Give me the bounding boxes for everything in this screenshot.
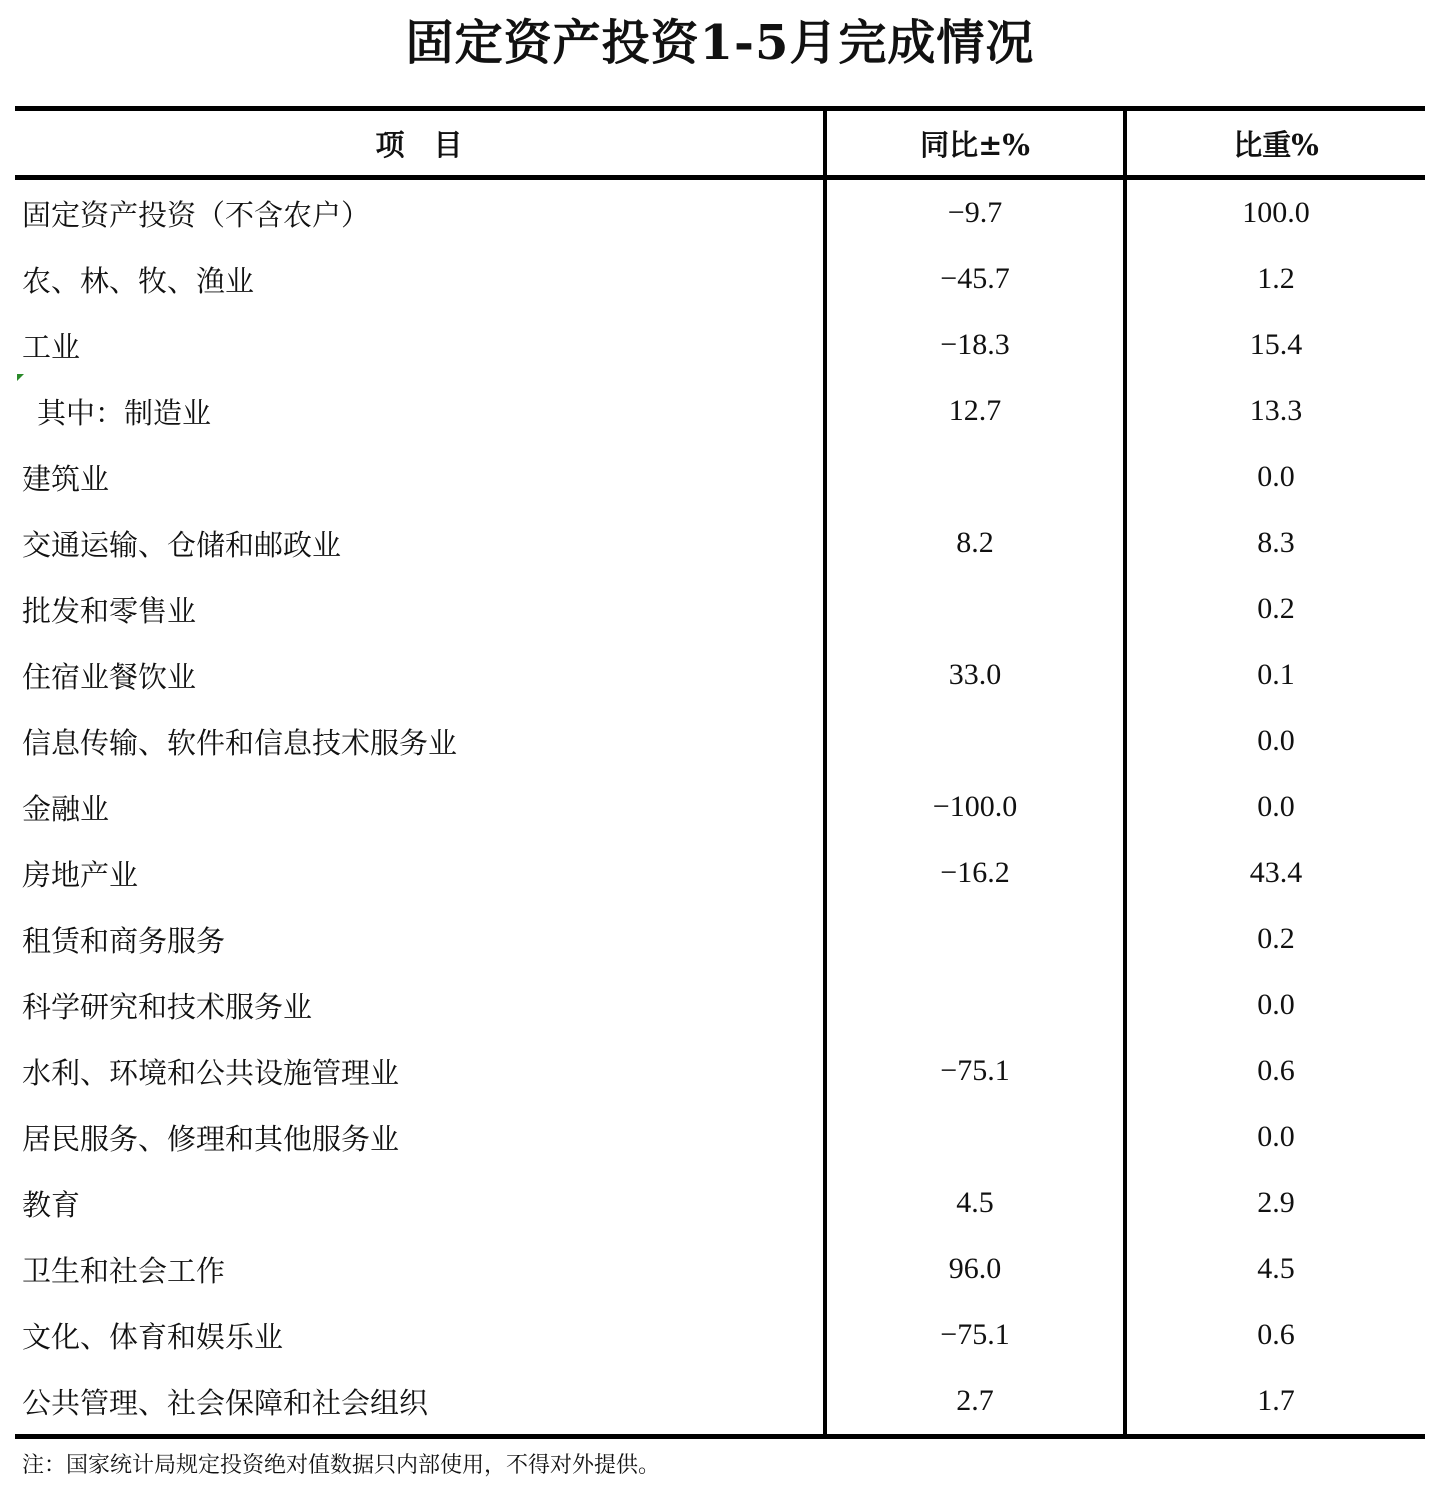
table-row	[15, 972, 1425, 1038]
table-row	[15, 1038, 1425, 1104]
row-item: 租赁和商务服务	[22, 923, 226, 958]
row-yoy: 4.5	[825, 1170, 1125, 1236]
row-yoy: 8.2	[825, 510, 1125, 576]
table-row	[15, 444, 1425, 510]
row-yoy: −75.1	[825, 1038, 1125, 1104]
table-body	[15, 178, 1425, 1437]
row-share: 1.7	[1125, 1368, 1425, 1437]
row-item: 公共管理、社会保障和社会组织	[15, 1368, 825, 1437]
row-yoy	[825, 444, 1125, 510]
page-title: 固定资产投资1-5月完成情况	[405, 15, 1035, 71]
row-share: 0.2	[1125, 906, 1425, 972]
header-share: 比重%	[1125, 109, 1425, 178]
row-yoy: 33.0	[825, 642, 1125, 708]
header-yoy: 同比±%	[825, 109, 1125, 178]
table-row	[15, 510, 1425, 576]
investment-table	[15, 106, 1425, 1439]
row-share: 4.5	[1125, 1236, 1425, 1302]
row-yoy	[825, 576, 1125, 642]
row-yoy: 96.0	[825, 1236, 1125, 1302]
row-share: 1.2	[1125, 246, 1425, 312]
header-row	[15, 109, 1425, 178]
row-item: 卫生和社会工作	[22, 1253, 226, 1288]
row-item: 批发和零售业	[22, 593, 197, 628]
table-row	[15, 840, 1425, 906]
row-item: 建筑业	[22, 461, 110, 496]
row-share: 0.6	[1125, 1038, 1425, 1104]
row-item: 农、林、牧、渔业	[22, 263, 255, 298]
row-share: 15.4	[1125, 312, 1425, 378]
table-row	[15, 312, 1425, 378]
table-row	[15, 378, 1425, 444]
row-yoy: 12.7	[825, 378, 1125, 444]
footnote: 注：国家统计局规定投资绝对值数据只内部使用，不得对外提供。	[22, 1453, 661, 1478]
table-row	[15, 708, 1425, 774]
row-item: 交通运输、仓储和邮政业	[22, 527, 342, 562]
row-yoy: 2.7	[825, 1368, 1125, 1437]
row-item: 信息传输、软件和信息技术服务业	[22, 725, 458, 760]
row-share: 0.2	[1125, 576, 1425, 642]
row-item: 其中：制造业	[37, 395, 212, 430]
row-yoy: −16.2	[825, 840, 1125, 906]
row-share: 0.0	[1125, 774, 1425, 840]
table-row	[15, 906, 1425, 972]
row-item: 住宿业餐饮业	[22, 659, 197, 694]
row-share: 13.3	[1125, 378, 1425, 444]
table-row	[15, 1302, 1425, 1368]
row-share: 8.3	[1125, 510, 1425, 576]
row-yoy	[825, 906, 1125, 972]
row-share: 43.4	[1125, 840, 1425, 906]
row-share: 2.9	[1125, 1170, 1425, 1236]
table-row	[15, 1170, 1425, 1236]
row-share: 0.0	[1125, 708, 1425, 774]
row-share: 0.6	[1125, 1302, 1425, 1368]
row-item: 文化、体育和娱乐业	[22, 1319, 284, 1354]
table-row	[15, 246, 1425, 312]
row-yoy: −9.7	[825, 178, 1125, 247]
table-row	[15, 1236, 1425, 1302]
row-item: 教育	[22, 1187, 81, 1222]
table-row	[15, 774, 1425, 840]
row-item: 科学研究和技术服务业	[22, 989, 313, 1024]
table-row	[15, 178, 1425, 247]
table-row	[15, 1368, 1425, 1437]
row-item: 房地产业	[22, 857, 139, 892]
row-yoy	[825, 1104, 1125, 1170]
table-row	[15, 1104, 1425, 1170]
table-row	[15, 576, 1425, 642]
row-share: 0.0	[1125, 444, 1425, 510]
row-item: 工业	[22, 329, 81, 364]
row-yoy: −100.0	[825, 774, 1125, 840]
row-yoy: −45.7	[825, 246, 1125, 312]
investment-table-container	[15, 106, 1425, 1439]
row-share: 100.0	[1125, 178, 1425, 247]
row-share: 0.0	[1125, 972, 1425, 1038]
row-share: 0.0	[1125, 1104, 1425, 1170]
row-share: 0.1	[1125, 642, 1425, 708]
table-header	[15, 109, 1425, 178]
row-item: 居民服务、修理和其他服务业	[22, 1121, 400, 1156]
row-yoy	[825, 972, 1125, 1038]
row-item: 水利、环境和公共设施管理业	[22, 1055, 400, 1090]
header-item: 项 目	[15, 109, 825, 178]
row-item: 固定资产投资（不含农户）	[22, 197, 371, 232]
table-row	[15, 642, 1425, 708]
row-yoy: −18.3	[825, 312, 1125, 378]
row-yoy	[825, 708, 1125, 774]
row-yoy: −75.1	[825, 1302, 1125, 1368]
row-item: 金融业	[22, 791, 110, 826]
cell-comment-marker-icon	[17, 374, 24, 381]
